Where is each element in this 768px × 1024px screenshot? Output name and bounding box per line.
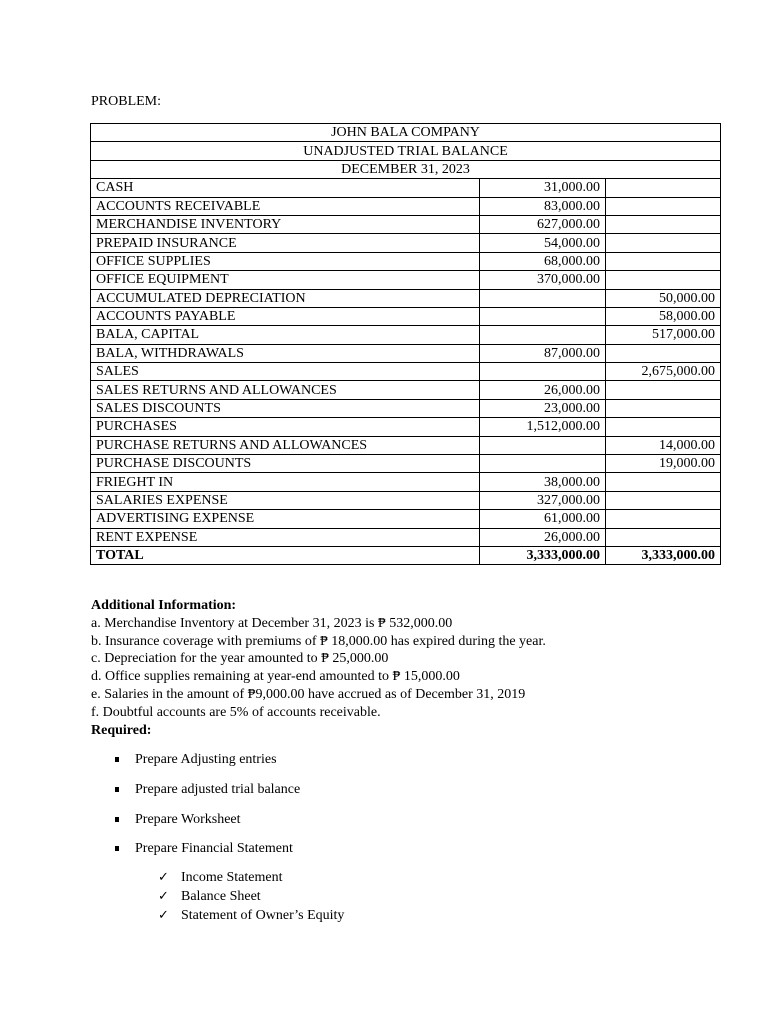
- account-cell: PURCHASE DISCOUNTS: [91, 455, 480, 473]
- credit-cell: 14,000.00: [606, 436, 721, 454]
- additional-information-heading: Additional Information:: [91, 598, 237, 613]
- credit-cell: 50,000.00: [606, 289, 721, 307]
- trial-balance-body: [91, 124, 721, 565]
- list-item: [158, 869, 344, 888]
- table-row: [91, 455, 721, 473]
- credit-cell: [606, 528, 721, 546]
- credit-cell: [606, 491, 721, 509]
- credit-cell: [606, 252, 721, 270]
- list-item: [115, 781, 300, 811]
- additional-information-item: a. Merchandise Inventory at December 31, 2023 is ₱ 532,000.00: [91, 615, 453, 631]
- additional-information-list: [91, 615, 691, 722]
- square-bullet-icon: [115, 787, 119, 792]
- credit-cell: [606, 197, 721, 215]
- table-row: [91, 215, 721, 233]
- table-header-row: [91, 142, 721, 160]
- account-cell: ADVERTISING EXPENSE: [91, 510, 480, 528]
- table-row: [91, 399, 721, 417]
- debit-cell: 23,000.00: [480, 399, 606, 417]
- credit-cell: 19,000.00: [606, 455, 721, 473]
- table-row: [91, 528, 721, 546]
- problem-label: PROBLEM:: [91, 94, 162, 109]
- account-cell: OFFICE EQUIPMENT: [91, 271, 480, 289]
- table-header-row: [91, 160, 721, 178]
- account-cell: MERCHANDISE INVENTORY: [91, 215, 480, 233]
- credit-cell: [606, 344, 721, 362]
- required-heading: Required:: [91, 722, 152, 738]
- debit-cell: [480, 326, 606, 344]
- additional-information-item: f. Doubtful accounts are 5% of accounts receivable.: [91, 704, 381, 720]
- table-row: [91, 307, 721, 325]
- account-cell: CASH: [91, 179, 480, 197]
- trial-balance-table: [90, 123, 721, 565]
- table-row: [91, 197, 721, 215]
- report-date: DECEMBER 31, 2023: [91, 160, 721, 178]
- table-row: [91, 510, 721, 528]
- additional-information-item: d. Office supplies remaining at year-end amounted to ₱ 15,000.00: [91, 669, 460, 685]
- additional-information: [91, 597, 691, 739]
- account-cell: SALES DISCOUNTS: [91, 399, 480, 417]
- debit-cell: 370,000.00: [480, 271, 606, 289]
- account-cell: FRIEGHT IN: [91, 473, 480, 491]
- account-cell: BALA, WITHDRAWALS: [91, 344, 480, 362]
- table-row: [91, 363, 721, 381]
- debit-cell: 627,000.00: [480, 215, 606, 233]
- total-row: [91, 546, 721, 564]
- debit-cell: 38,000.00: [480, 473, 606, 491]
- table-header-row: [91, 124, 721, 142]
- credit-cell: [606, 418, 721, 436]
- credit-cell: 517,000.00: [606, 326, 721, 344]
- debit-cell: [480, 436, 606, 454]
- debit-cell: 26,000.00: [480, 381, 606, 399]
- account-cell: SALES RETURNS AND ALLOWANCES: [91, 381, 480, 399]
- debit-cell: [480, 363, 606, 381]
- debit-cell: 1,512,000.00: [480, 418, 606, 436]
- total-label: TOTAL: [91, 546, 480, 564]
- checkmark-icon: ✓: [158, 870, 169, 885]
- credit-cell: 2,675,000.00: [606, 363, 721, 381]
- account-cell: BALA, CAPITAL: [91, 326, 480, 344]
- list-item-label: Prepare Financial Statement: [135, 841, 293, 857]
- table-row: [91, 473, 721, 491]
- table-row: [91, 381, 721, 399]
- debit-cell: 26,000.00: [480, 528, 606, 546]
- credit-cell: [606, 381, 721, 399]
- debit-cell: 31,000.00: [480, 179, 606, 197]
- account-cell: PREPAID INSURANCE: [91, 234, 480, 252]
- total-credit: 3,333,000.00: [606, 546, 721, 564]
- list-item: [115, 840, 300, 870]
- credit-cell: [606, 271, 721, 289]
- table-row: [91, 289, 721, 307]
- debit-cell: 54,000.00: [480, 234, 606, 252]
- list-item: [158, 888, 344, 907]
- account-cell: ACCOUNTS RECEIVABLE: [91, 197, 480, 215]
- list-item-label: Balance Sheet: [181, 889, 261, 904]
- table-row: [91, 326, 721, 344]
- table-row: [91, 271, 721, 289]
- list-item-label: Statement of Owner’s Equity: [181, 908, 345, 923]
- table-row: [91, 436, 721, 454]
- table-row: [91, 252, 721, 270]
- total-debit: 3,333,000.00: [480, 546, 606, 564]
- company-name: JOHN BALA COMPANY: [91, 124, 721, 142]
- table-row: [91, 491, 721, 509]
- list-item-label: Prepare Worksheet: [135, 811, 241, 827]
- account-cell: SALARIES EXPENSE: [91, 491, 480, 509]
- additional-information-item: e. Salaries in the amount of ₱9,000.00 have accrued as of December 31, 2019: [91, 686, 526, 702]
- credit-cell: [606, 234, 721, 252]
- account-cell: ACCOUNTS PAYABLE: [91, 307, 480, 325]
- table-row: [91, 179, 721, 197]
- list-item-label: Prepare adjusted trial balance: [135, 781, 301, 797]
- credit-cell: [606, 215, 721, 233]
- additional-information-item: c. Depreciation for the year amounted to ₱ 25,000.00: [91, 651, 389, 667]
- debit-cell: [480, 307, 606, 325]
- list-item-label: Prepare Adjusting entries: [135, 752, 277, 767]
- credit-cell: [606, 510, 721, 528]
- debit-cell: 327,000.00: [480, 491, 606, 509]
- account-cell: RENT EXPENSE: [91, 528, 480, 546]
- square-bullet-icon: [115, 846, 119, 851]
- debit-cell: 68,000.00: [480, 252, 606, 270]
- account-cell: PURCHASE RETURNS AND ALLOWANCES: [91, 436, 480, 454]
- account-cell: OFFICE SUPPLIES: [91, 252, 480, 270]
- list-item: [158, 907, 344, 926]
- debit-cell: [480, 289, 606, 307]
- list-item: [115, 751, 300, 781]
- checkmark-icon: ✓: [158, 889, 169, 904]
- credit-cell: [606, 473, 721, 491]
- report-title: UNADJUSTED TRIAL BALANCE: [91, 142, 721, 160]
- square-bullet-icon: [115, 817, 119, 822]
- square-bullet-icon: [115, 757, 119, 762]
- additional-information-item: b. Insurance coverage with premiums of ₱ 18,000.00 has expired during the year.: [91, 633, 546, 649]
- credit-cell: [606, 399, 721, 417]
- debit-cell: 83,000.00: [480, 197, 606, 215]
- account-cell: PURCHASES: [91, 418, 480, 436]
- list-item-label: Income Statement: [181, 870, 283, 885]
- checkmark-icon: ✓: [158, 908, 169, 923]
- debit-cell: 87,000.00: [480, 344, 606, 362]
- financial-statement-list: [158, 869, 344, 926]
- table-row: [91, 344, 721, 362]
- debit-cell: 61,000.00: [480, 510, 606, 528]
- list-item: [115, 811, 300, 841]
- debit-cell: [480, 455, 606, 473]
- account-cell: ACCUMULATED DEPRECIATION: [91, 289, 480, 307]
- table-row: [91, 418, 721, 436]
- account-cell: SALES: [91, 363, 480, 381]
- credit-cell: 58,000.00: [606, 307, 721, 325]
- required-list: [115, 751, 300, 870]
- credit-cell: [606, 179, 721, 197]
- table-row: [91, 234, 721, 252]
